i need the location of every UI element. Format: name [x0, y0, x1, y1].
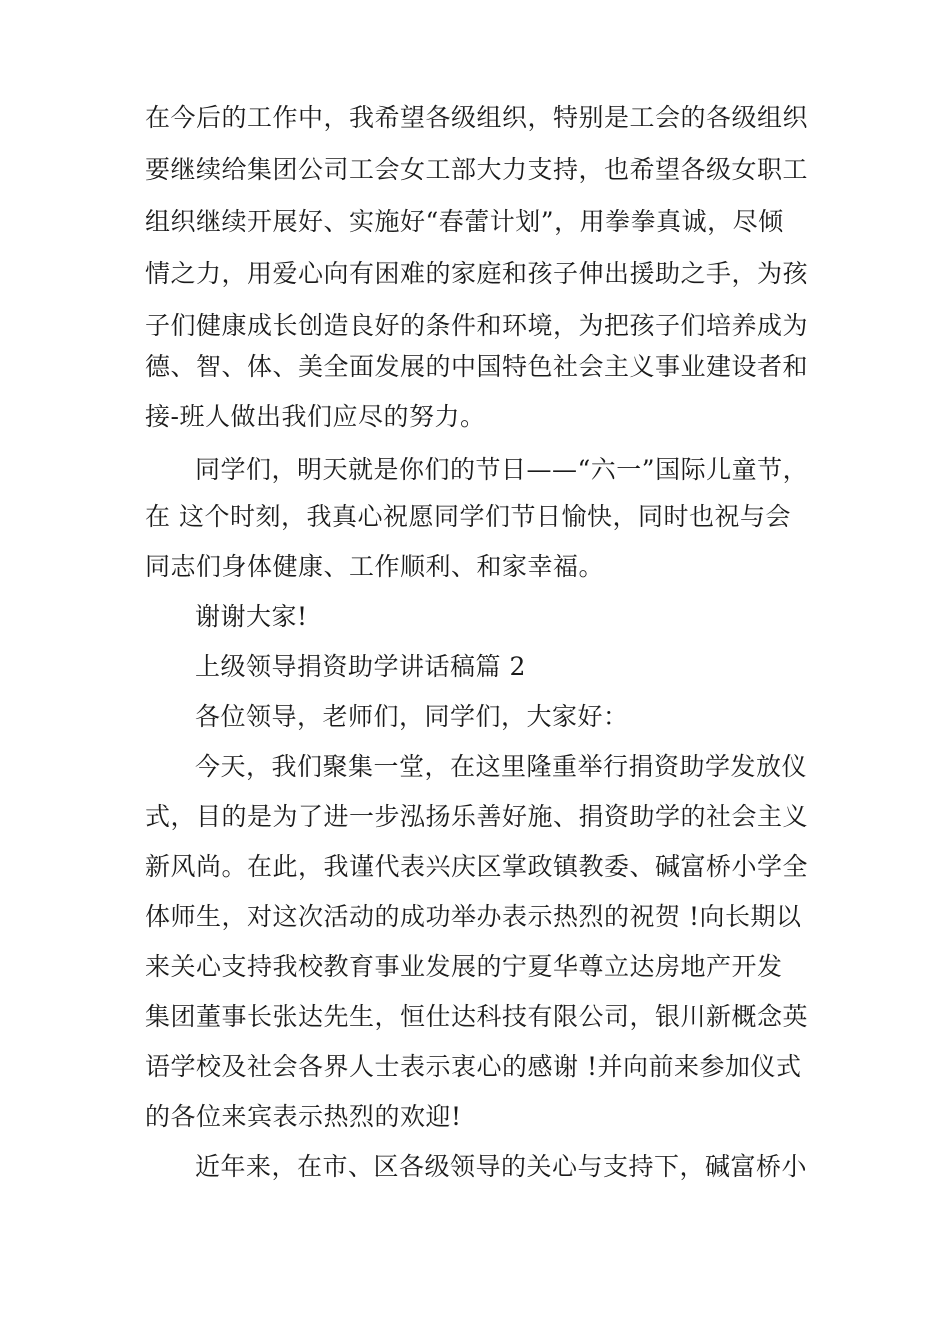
text-line: 今天，我们聚集一堂，在这里隆重举行捐资助学发放仪 [195, 752, 808, 781]
text-line: 情之力，用爱心向有困难的家庭和孩子伸出援助之手，为孩 [145, 259, 809, 288]
text-line: 同学们，明天就是你们的节日——“六一”国际儿童节， [195, 455, 809, 484]
section-heading: 上级领导捐资助学讲话稿篇 2 [195, 652, 526, 681]
text-line: 德、智、体、美全面发展的中国特色社会主义事业建设者和 [145, 352, 809, 381]
greeting-line: 各位领导，老师们，同学们，大家好： [195, 702, 629, 731]
text-line: 新风尚。在此，我谨代表兴庆区掌政镇教委、碱富桥小学全 [145, 852, 809, 881]
text-line: 式，目的是为了进一步泓扬乐善好施、捐资助学的社会主义 [145, 802, 809, 831]
text-line: 组织继续开展好、实施好“春蕾计划”，用拳拳真诚，尽倾 [145, 207, 784, 236]
text-line: 的各位来宾表示热烈的欢迎! [145, 1102, 462, 1131]
text-line: 接-班人做出我们应尽的努力。 [145, 402, 486, 431]
text-line: 子们健康成长创造良好的条件和环境，为把孩子们培养成为 [145, 311, 809, 340]
text-line: 要继续给集团公司工会女工部大力支持，也希望各级女职工 [145, 155, 809, 184]
text-line: 来关心支持我校教育事业发展的宁夏华尊立达房地产开发 [145, 952, 783, 981]
text-line: 近年来，在市、区各级领导的关心与支持下，碱富桥小 [195, 1152, 808, 1181]
text-line: 集团董事长张达先生，恒仕达科技有限公司，银川新概念英 [145, 1002, 809, 1031]
text-line: 在 这个时刻，我真心祝愿同学们节日愉快，同时也祝与会 [145, 502, 791, 531]
text-line: 谢谢大家! [195, 602, 308, 631]
text-line: 同志们身体健康、工作顺利、和家幸福。 [145, 552, 605, 581]
text-line: 体师生，对这次活动的成功举办表示热烈的祝贺 !向长期以 [145, 902, 802, 931]
text-line: 在今后的工作中，我希望各级组织，特别是工会的各级组织 [145, 103, 809, 132]
text-line: 语学校及社会各界人士表示衷心的感谢 !并向前来参加仪式 [145, 1052, 802, 1081]
